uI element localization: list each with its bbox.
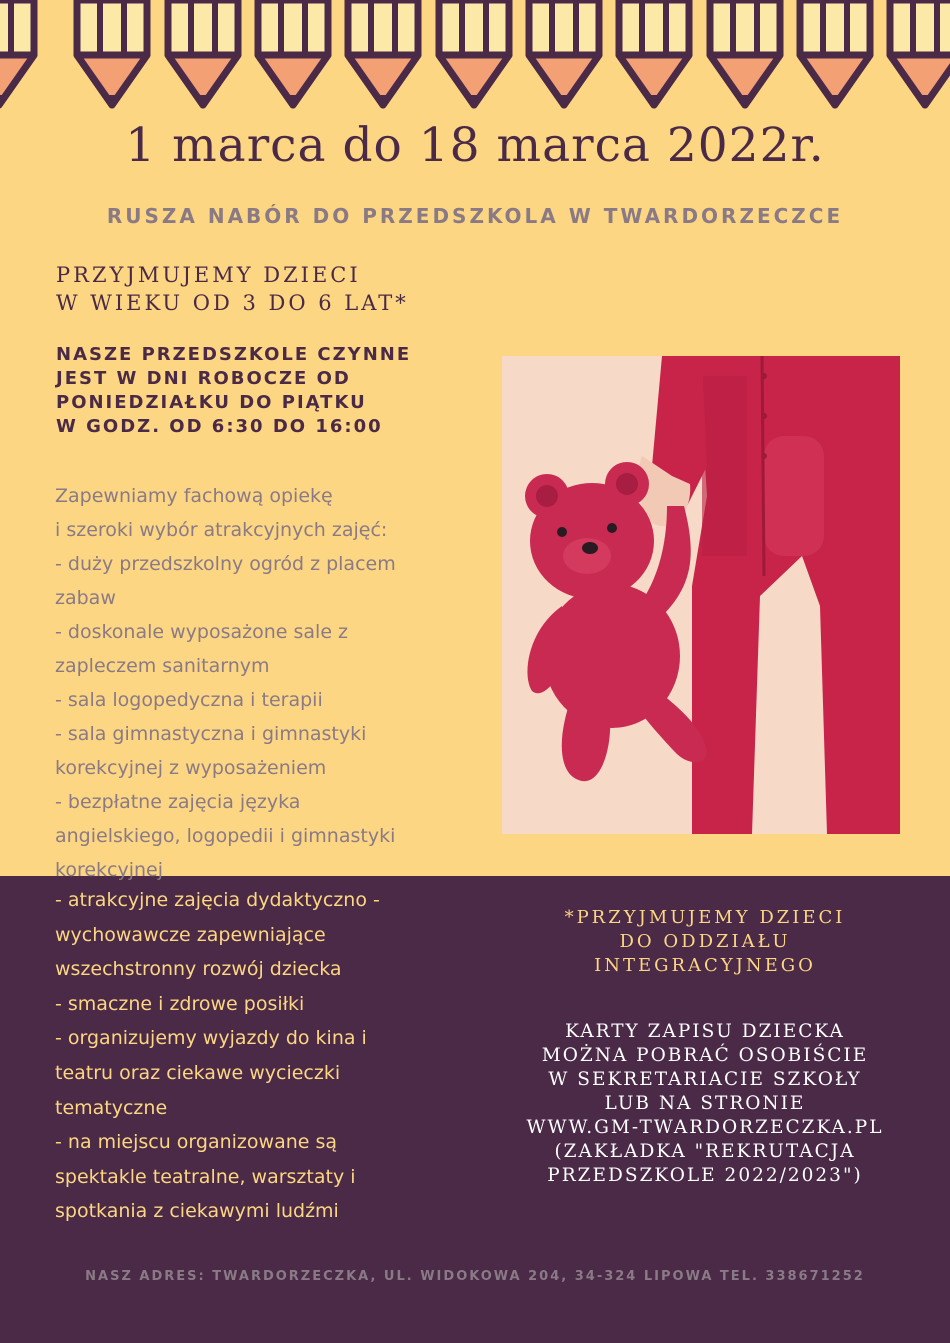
pencil-icon <box>710 0 780 105</box>
offer-line: wszechstronny rozwój dziecka <box>55 958 342 981</box>
offer-line: zabaw <box>55 587 116 609</box>
offer-line: i szeroki wybór atrakcyjnych zajęć: <box>55 519 388 541</box>
address-footer: NASZ ADRES: TWARDORZECZKA, UL. WIDOKOWA 204, 34-324 LIPOWA TEL. 338671252 <box>85 1269 865 1284</box>
offer-line: - smaczne i zdrowe posiłki <box>55 992 305 1015</box>
integration-notice <box>500 906 910 978</box>
offer-line: spotkania z ciekawymi ludźmi <box>55 1200 339 1223</box>
hours-line: NASZE PRZEDSZKOLE CZYNNE <box>56 344 412 365</box>
offer-line: - sala gimnastyczna i gimnastyki <box>55 723 367 745</box>
child-teddy-bear-photo <box>502 356 900 834</box>
pencil-border <box>0 0 950 120</box>
offer-line: spektakle teatralne, warsztaty i <box>55 1165 356 1188</box>
offer-line: zapleczem sanitarnym <box>55 655 270 677</box>
offer-line: wychowawcze zapewniające <box>55 923 326 946</box>
offer-line: Zapewniamy fachową opiekę <box>55 485 333 507</box>
pencil-icon <box>168 0 238 105</box>
offer-line: tematyczne <box>55 1096 168 1119</box>
offer-list-bottom <box>55 883 475 1229</box>
cards-line: PRZEDSZKOLE 2022/2023") <box>547 1165 863 1186</box>
hours-line: PONIEDZIAŁKU DO PIĄTKU <box>56 392 367 413</box>
cards-line: LUB NA STRONIE <box>604 1093 806 1114</box>
pencil-icon <box>258 0 328 105</box>
cards-line: W SEKRETARIACIE SZKOŁY <box>548 1069 862 1090</box>
offer-list-top <box>55 479 475 887</box>
pencil-icon <box>0 0 34 105</box>
age-info <box>56 261 409 317</box>
website-link[interactable]: WWW.GM-TWARDORZECZKA.PL <box>526 1117 884 1138</box>
offer-line: korekcyjnej z wyposażeniem <box>55 757 327 779</box>
integration-line: DO ODDZIAŁU <box>619 931 791 952</box>
offer-line: angielskiego, logopedii i gimnastyki <box>55 825 396 847</box>
pencil-icon <box>800 0 870 105</box>
cards-line: MOŻNA POBRAĆ OSOBIŚCIE <box>541 1045 869 1066</box>
offer-line: - sala logopedyczna i terapii <box>55 689 323 711</box>
cards-line: (ZAKŁADKA "REKRUTACJA <box>554 1141 856 1162</box>
subtitle: RUSZA NABÓR DO PRZEDSZKOLA W TWARDORZECZCE <box>106 204 844 228</box>
cards-line: KARTY ZAPISU DZIECKA <box>565 1021 845 1042</box>
pencil-icon <box>890 0 950 105</box>
integration-line: *PRZYJMUJEMY DZIECI <box>564 907 846 928</box>
pencil-icon <box>619 0 689 105</box>
pencil-icon <box>529 0 599 105</box>
opening-hours <box>56 343 411 439</box>
offer-line: korekcyjnej <box>55 859 164 881</box>
pencil-icon <box>77 0 147 105</box>
offer-line: teatru oraz ciekawe wycieczki <box>55 1061 341 1084</box>
hours-line: JEST W DNI ROBOCZE OD <box>56 368 351 389</box>
offer-line: - organizujemy wyjazdy do kina i <box>55 1027 367 1050</box>
offer-line: - na miejscu organizowane są <box>55 1131 338 1154</box>
offer-line: - bezpłatne zajęcia języka <box>55 791 301 813</box>
integration-line: INTEGRACYJNEGO <box>594 955 816 976</box>
age-line: PRZYJMUJEMY DZIECI <box>56 263 361 287</box>
offer-line: - duży przedszkolny ogród z placem <box>55 553 396 575</box>
age-line: W WIEKU OD 3 DO 6 LAT* <box>56 291 409 315</box>
date-heading: 1 marca do 18 marca 2022r. <box>125 118 825 173</box>
hours-line: W GODZ. OD 6:30 DO 16:00 <box>56 416 383 437</box>
offer-line: - atrakcyjne zajęcia dydaktyczno - <box>55 889 380 911</box>
registration-cards-info <box>500 1020 910 1188</box>
offer-line: - doskonale wyposażone sale z <box>55 621 349 643</box>
pencil-icon <box>348 0 418 105</box>
pencil-icon <box>439 0 509 105</box>
